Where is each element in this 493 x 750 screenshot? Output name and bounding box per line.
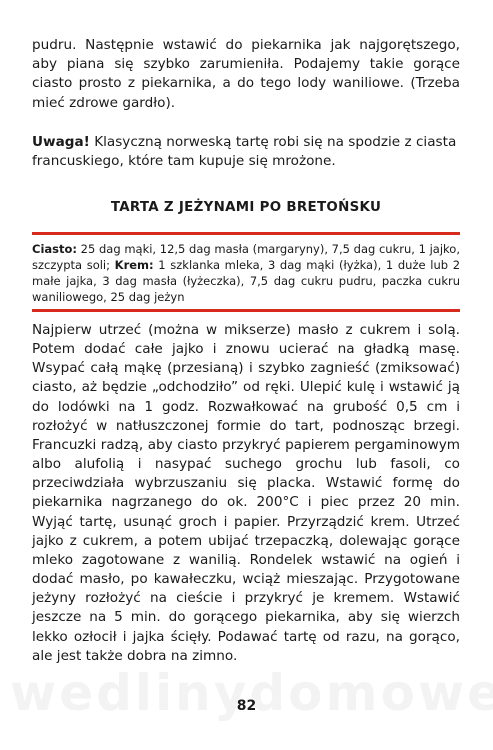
page-number: 82 — [236, 698, 257, 714]
intro-paragraph: pudru. Następnie wstawić do piekarnika jak najgorętszego, aby piana się szybko zarumieniła. Podajemy takie gorące ciasto prosto z piekarnika, a do tego lody waniliowe. (Trzeba mieć zdrowe gardło). — [32, 37, 460, 111]
krem-label: Krem: — [114, 258, 154, 272]
recipe-method: Najpierw utrzeć (można w mikserze) masło z cukrem i solą. Potem dodać całe jajko i znowu ucierać na gładką masę. Wsypać całą mąkę (przesianą) i szybko zagnieść (zmiksować) ciasto, aż będzie „odchodziło” od ręki. Ulepić kulę i wstawić ją do lodówki na 1 godz. Rozwałkować na grubość 0,5 cm i rozłożyć w natłuszczonej formie do tart, podnosząc brzegi. Francuzki radzą, aby ciasto przykryć papierem pergaminowym albo alufolią i nasypać suchego grochu lub fasoli, co przeciwdziała wybrzuszaniu się placka. Wstawić formę do piekarnika nagrzanego do ok. 200°C i piec przez 20 min. Wyjąć tartę, usunąć groch i papier. Przyrządzić krem. Utrzeć jajko z cukrem, a potem ubijać trzepaczką, dolewając gorące mleko zagotowane z wanilią. Rondelek wstawić na ogień i dodać masło, po kawałeczku, wciąż mieszając. Przygotowane jeżyny rozłożyć na cieście i przykryć je kremem. Wstawić jeszcze na 5 min. do gorącego piekarnika, aby się wierzch lekko ozłocił i jajka ścięły. Podawać tartę od razu, na gorąco, ale jest także dobra na zimno. — [32, 322, 460, 664]
note-text: Klasyczną norweską tartę robi się na spodzie z ciasta francuskiego, które tam kupuje się mrożone. — [32, 134, 457, 170]
ingredients-list — [32, 241, 460, 305]
ciasto-label: Ciasto: — [32, 242, 77, 256]
bottom-red-rule — [32, 309, 460, 312]
top-red-rule — [32, 232, 460, 235]
krem-ingredients: 1 szklanka mleka, 3 dag mąki (łyżka), 1 duże lub 2 małe jajka, 3 dag masła (łyżeczka), 7,5 dag cukru pudru, paczka cukru waniliowego, 25 dag jeżyn — [32, 258, 461, 304]
note-paragraph — [32, 133, 460, 171]
recipe-title: TARTA Z JEŻYNAMI PO BRETOŃSKU — [110, 200, 382, 215]
ciasto-ingredients: 25 dag mąki, 12,5 dag masła (margaryny), 7,5 dag cukru, 1 jajko, szczypta soli; — [32, 242, 460, 272]
note-label: Uwaga! — [32, 134, 90, 150]
